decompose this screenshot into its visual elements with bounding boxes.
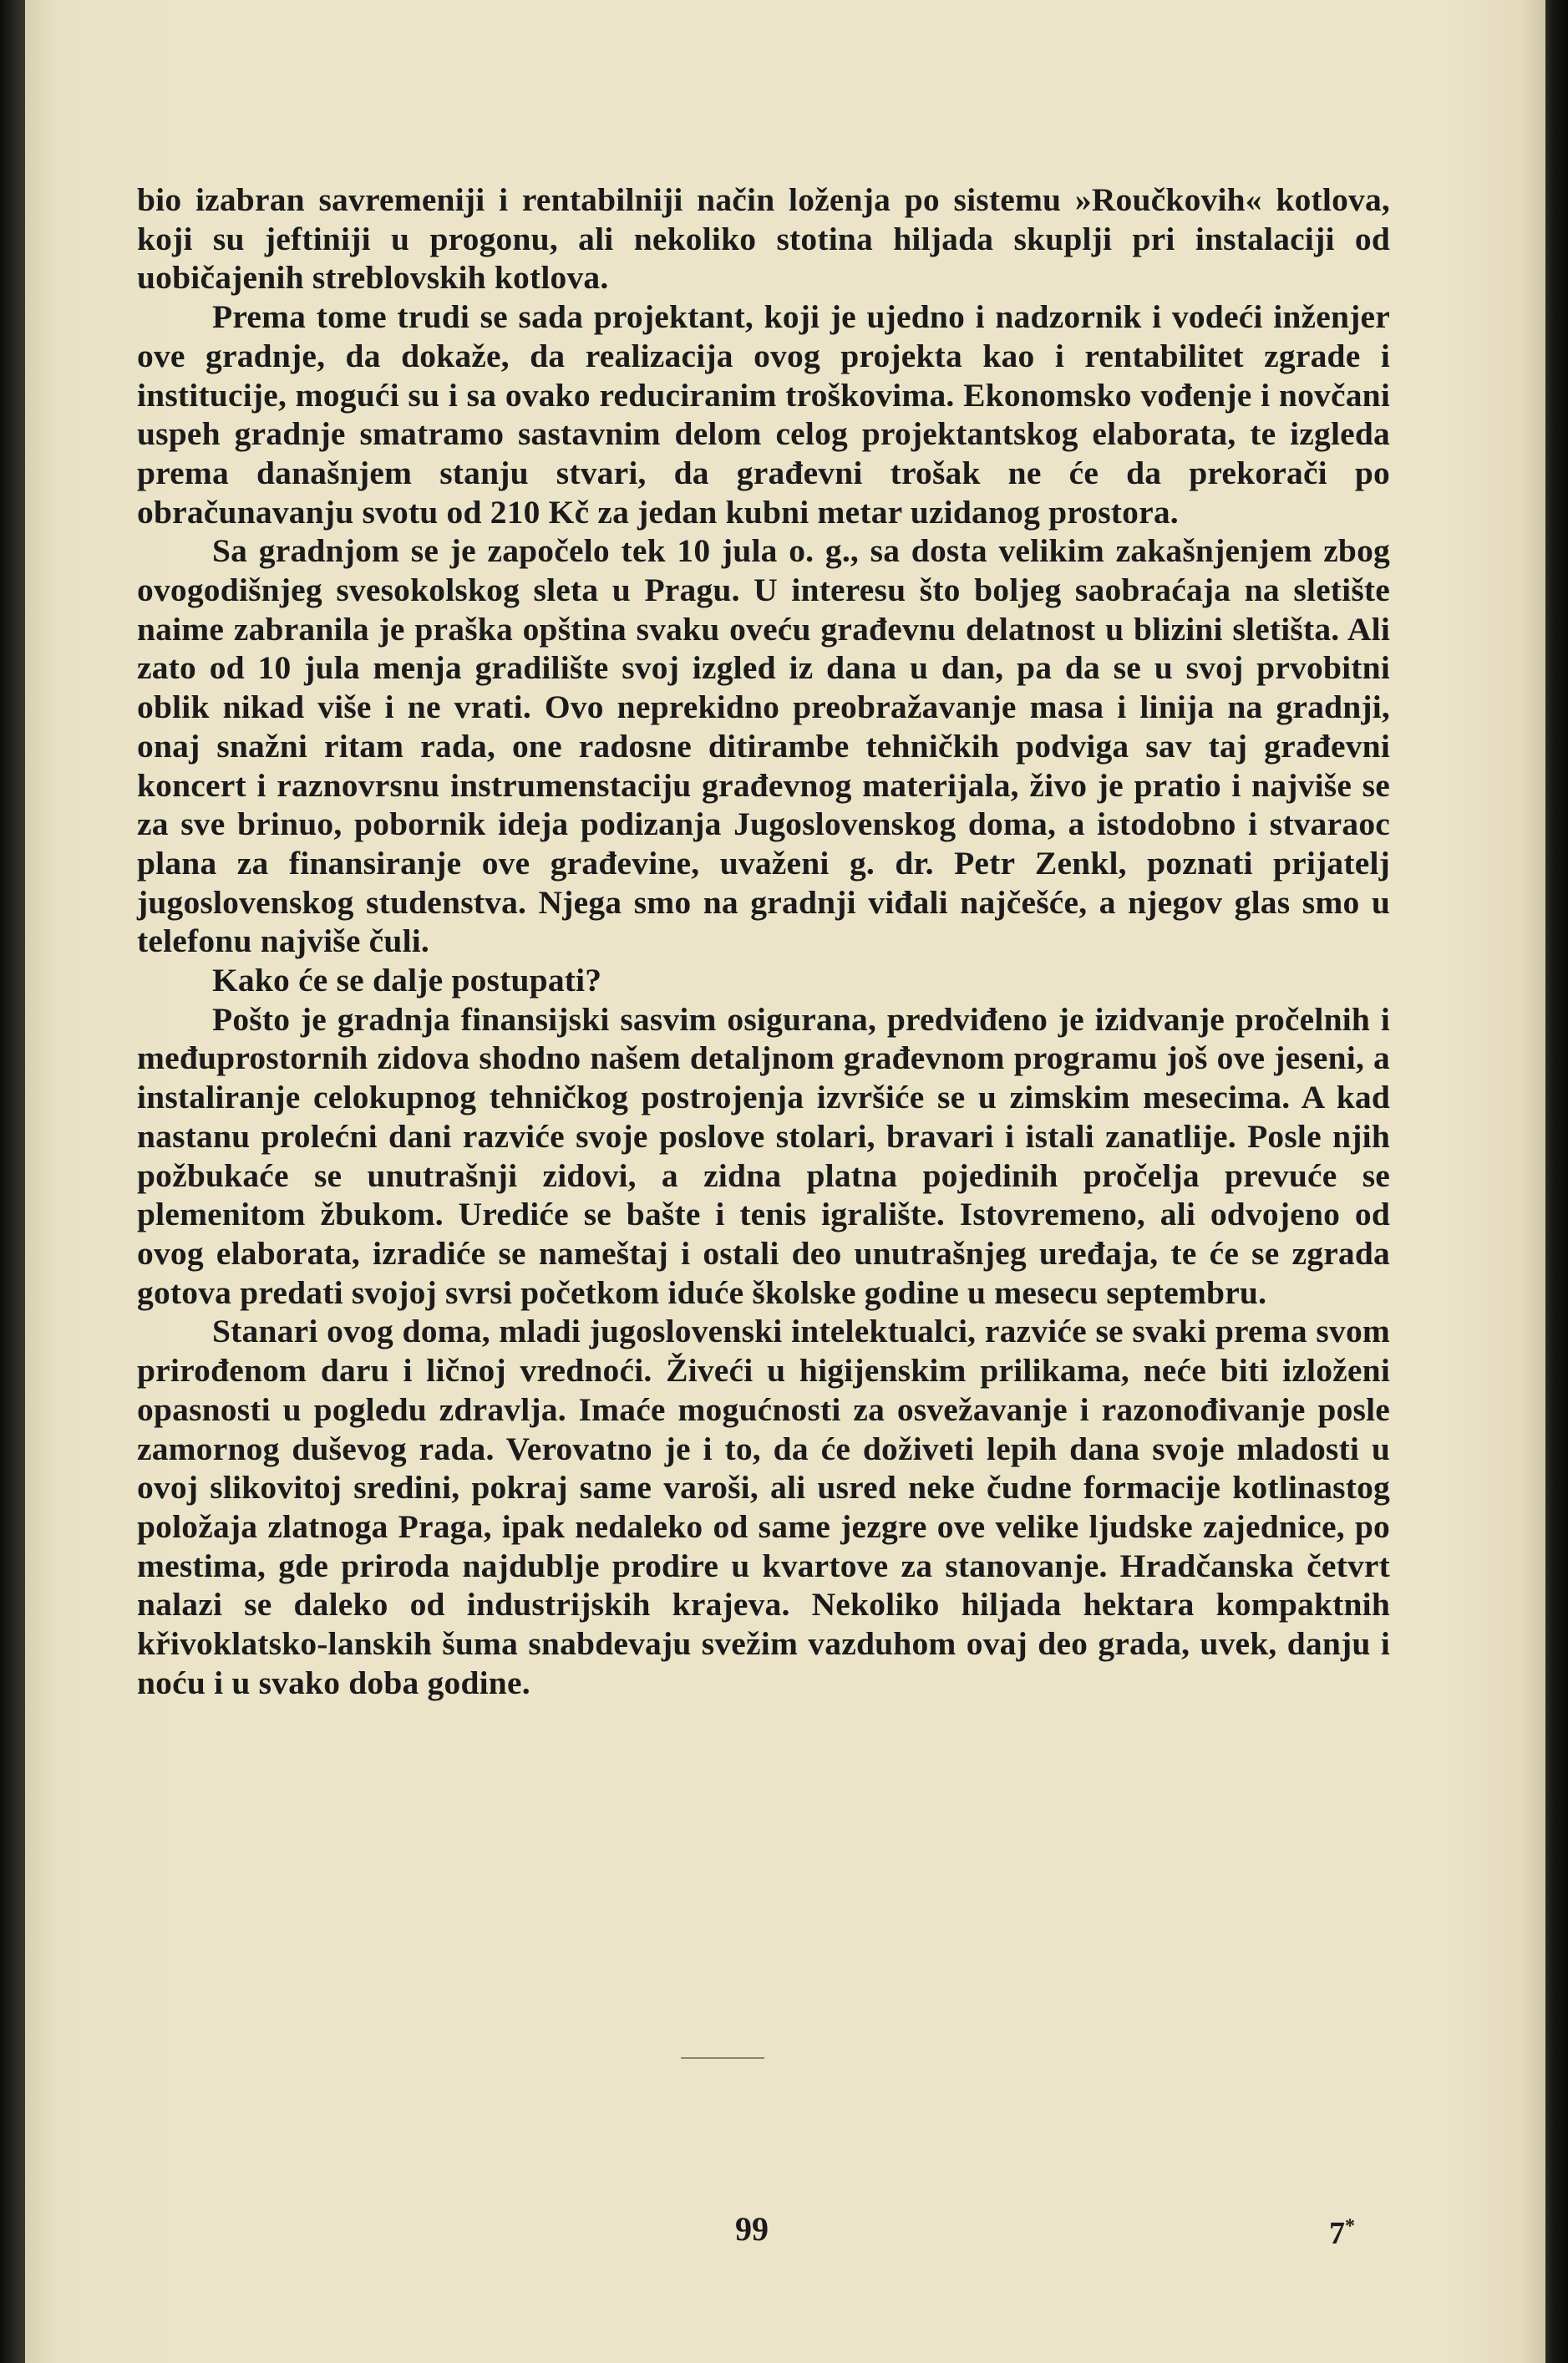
signature-asterisk: * <box>1345 2215 1355 2238</box>
page-right-edge <box>1545 0 1568 2363</box>
paragraph: bio izabran savremeniji i rentabilniji način loženja po sistemu »Roučkovih« kotlova, koji su jeftiniji u progonu, ali nekoliko stotina hiljada skuplji pri instalaciji od uobičajenih streblovskih kotlova. <box>137 181 1390 297</box>
paragraph: Prema tome trudi se sada projektant, koji je ujedno i nadzornik i vodeći inženjer ove gradnje, da dokaže, da realizacija ovog projekta kao i rentabilitet zgrade i institucije, mogući su i sa ovako reduciranim troškovima. Ekonomsko vođenje i novčani uspeh gradnje smatramo sastavnim delom celog projektantskog elaborata, te izgleda prema današnjem stanju stvari, da građevni trošak ne će da prekorači po obračunavanju svotu od 210 Kč za jedan kubni metar uzidanog prostora. <box>137 298 1390 531</box>
printer-signature-mark <box>1329 2215 1355 2252</box>
book-spine-shadow <box>0 0 25 2363</box>
paragraph: Sa gradnjom se je započelo tek 10 jula o. g., sa dosta velikim zakašnjenjem zbog ovogodišnjeg svesokolskog sleta u Pragu. U interesu što boljeg saobraćaja na sletište naime zabranila je praška opština svaku oveću građevnu delatnost u blizini sletišta. Ali zato od 10 jula menja gradilište svoj izgled iz dana u dan, pa da se u svoj prvobitni oblik nikad više i ne vrati. Ovo neprekidno preobražavanje masa i linija na gradnji, onaj snažni ritam rada, one radosne ditirambe tehničkih podviga sav taj građevni koncert i raznovrsnu instrumenstaciju građevnog materijala, živo je pratio i najviše se za sve brinuo, pobornik ideja podizanja Jugoslovenskog doma, a istodobno i stvaraoc plana za finansiranje ove građevine, uvaženi g. dr. Petr Zenkl, poznati prijatelj jugoslovenskog studenstva. Njega smo na gradnji viđali najčešće, a njegov glas smo u telefonu najviše čuli. <box>137 532 1390 960</box>
signature-number: 7 <box>1329 2216 1345 2251</box>
end-rule-divider <box>681 2057 764 2059</box>
paragraph: Pošto je gradnja finansijski sasvim osigurana, predviđeno je izidvanje pročelnih i međuprostornih zidova shodno našem detaljnom građevnom programu još ove jeseni, a instaliranje celokupnog tehničkog postrojenja izvršiće se u zimskim mesecima. A kad nastanu prolećni dani razviće svoje poslove stolari, bravari i istali zanatlije. Posle njih požbukaće se unutrašnji zidovi, a zidna platna pojedinih pročelja prevuće se plemenitom žbukom. Urediće se bašte i tenis igralište. Istovremeno, ali odvojeno od ovog elaborata, izradiće se nameštaj i ostali deo unutrašnjeg uređaja, te će se zgrada gotova predati svojoj svrsi početkom iduće školske godine u mesecu septembru. <box>137 1000 1390 1311</box>
paragraph: Stanari ovog doma, mladi jugoslovenski intelektualci, razviće se svaki prema svom prirođenom daru i ličnoj vrednoći. Živeći u higijenskim prilikama, neće biti izloženi opasnosti u pogledu zdravlja. Imaće mogućnosti za osvežavanje i razonođivanje posle zamornog duševog rada. Verovatno je i to, da će doživeti lepih dana svoje mladosti u ovoj slikovitoj sredini, pokraj same varoši, ali usred neke čudne formacije kotlinastog položaja zlatnoga Praga, ipak nedaleko od same jezgre ove velike ljudske zajednice, po mestima, gde priroda najdublje prodire u kvartove za stanovanje. Hradčanska četvrt nalazi se daleko od industrijskih krajeva. Nekoliko hiljada hektara kompaktnih křivoklatsko-lanskih šuma snabdevaju svežim vazduhom ovaj deo grada, uvek, danju i noću i u svako doba godine. <box>137 1313 1390 1701</box>
article-body <box>137 180 1390 1702</box>
section-question: Kako će se dalje postupati? <box>212 962 602 999</box>
page-number: 99 <box>735 2210 769 2248</box>
